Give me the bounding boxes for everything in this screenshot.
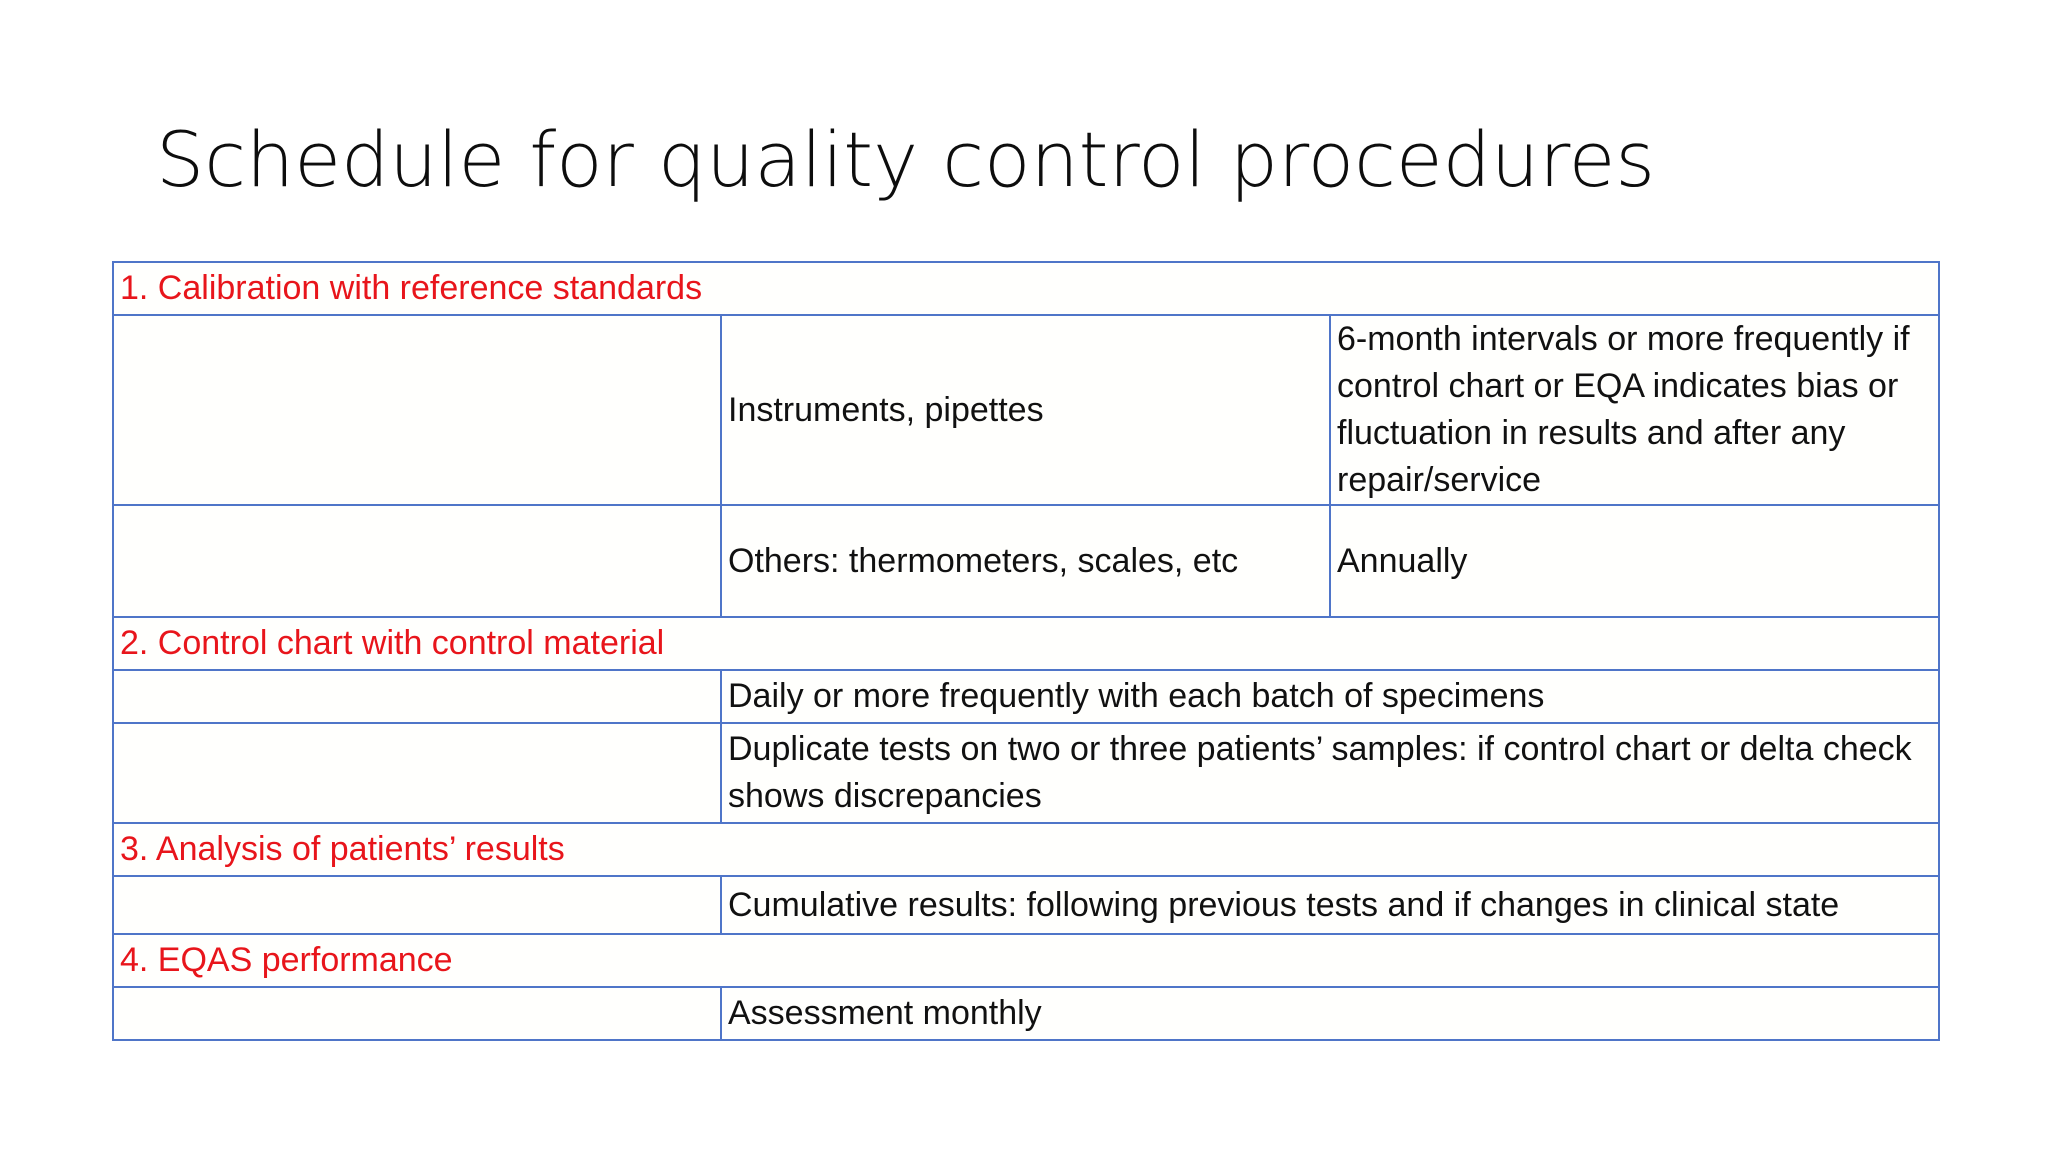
- empty-cell: [113, 876, 721, 934]
- qc-schedule-table: [112, 261, 1940, 1041]
- empty-cell: [113, 987, 721, 1040]
- empty-cell: [113, 315, 721, 505]
- item-cell: Instruments, pipettes: [721, 315, 1330, 505]
- frequency-cell: Annually: [1330, 505, 1939, 617]
- section-heading-calibration: 1. Calibration with reference standards: [113, 262, 1939, 315]
- table-row: [113, 723, 1939, 823]
- section-heading-patient-results: 3. Analysis of patients’ results: [113, 823, 1939, 876]
- empty-cell: [113, 670, 721, 723]
- section-row: [113, 617, 1939, 670]
- empty-cell: [113, 505, 721, 617]
- slide-title: Schedule for quality control procedures: [156, 115, 1655, 204]
- detail-cell: Duplicate tests on two or three patients’ samples: if control chart or delta check shows discrepancies: [721, 723, 1939, 823]
- section-row: [113, 823, 1939, 876]
- detail-cell: Assessment monthly: [721, 987, 1939, 1040]
- empty-cell: [113, 723, 721, 823]
- table-row: [113, 987, 1939, 1040]
- section-row: [113, 262, 1939, 315]
- section-heading-control-chart: 2. Control chart with control material: [113, 617, 1939, 670]
- detail-cell: Cumulative results: following previous tests and if changes in clinical state: [721, 876, 1939, 934]
- frequency-cell: 6-month intervals or more frequently if control chart or EQA indicates bias or fluctuation in results and after any repair/service: [1330, 315, 1939, 505]
- item-cell: Others: thermometers, scales, etc: [721, 505, 1330, 617]
- table-row: [113, 505, 1939, 617]
- section-row: [113, 934, 1939, 987]
- table-row: [113, 670, 1939, 723]
- table-row: [113, 876, 1939, 934]
- section-heading-eqas: 4. EQAS performance: [113, 934, 1939, 987]
- table-row: [113, 315, 1939, 505]
- detail-cell: Daily or more frequently with each batch of specimens: [721, 670, 1939, 723]
